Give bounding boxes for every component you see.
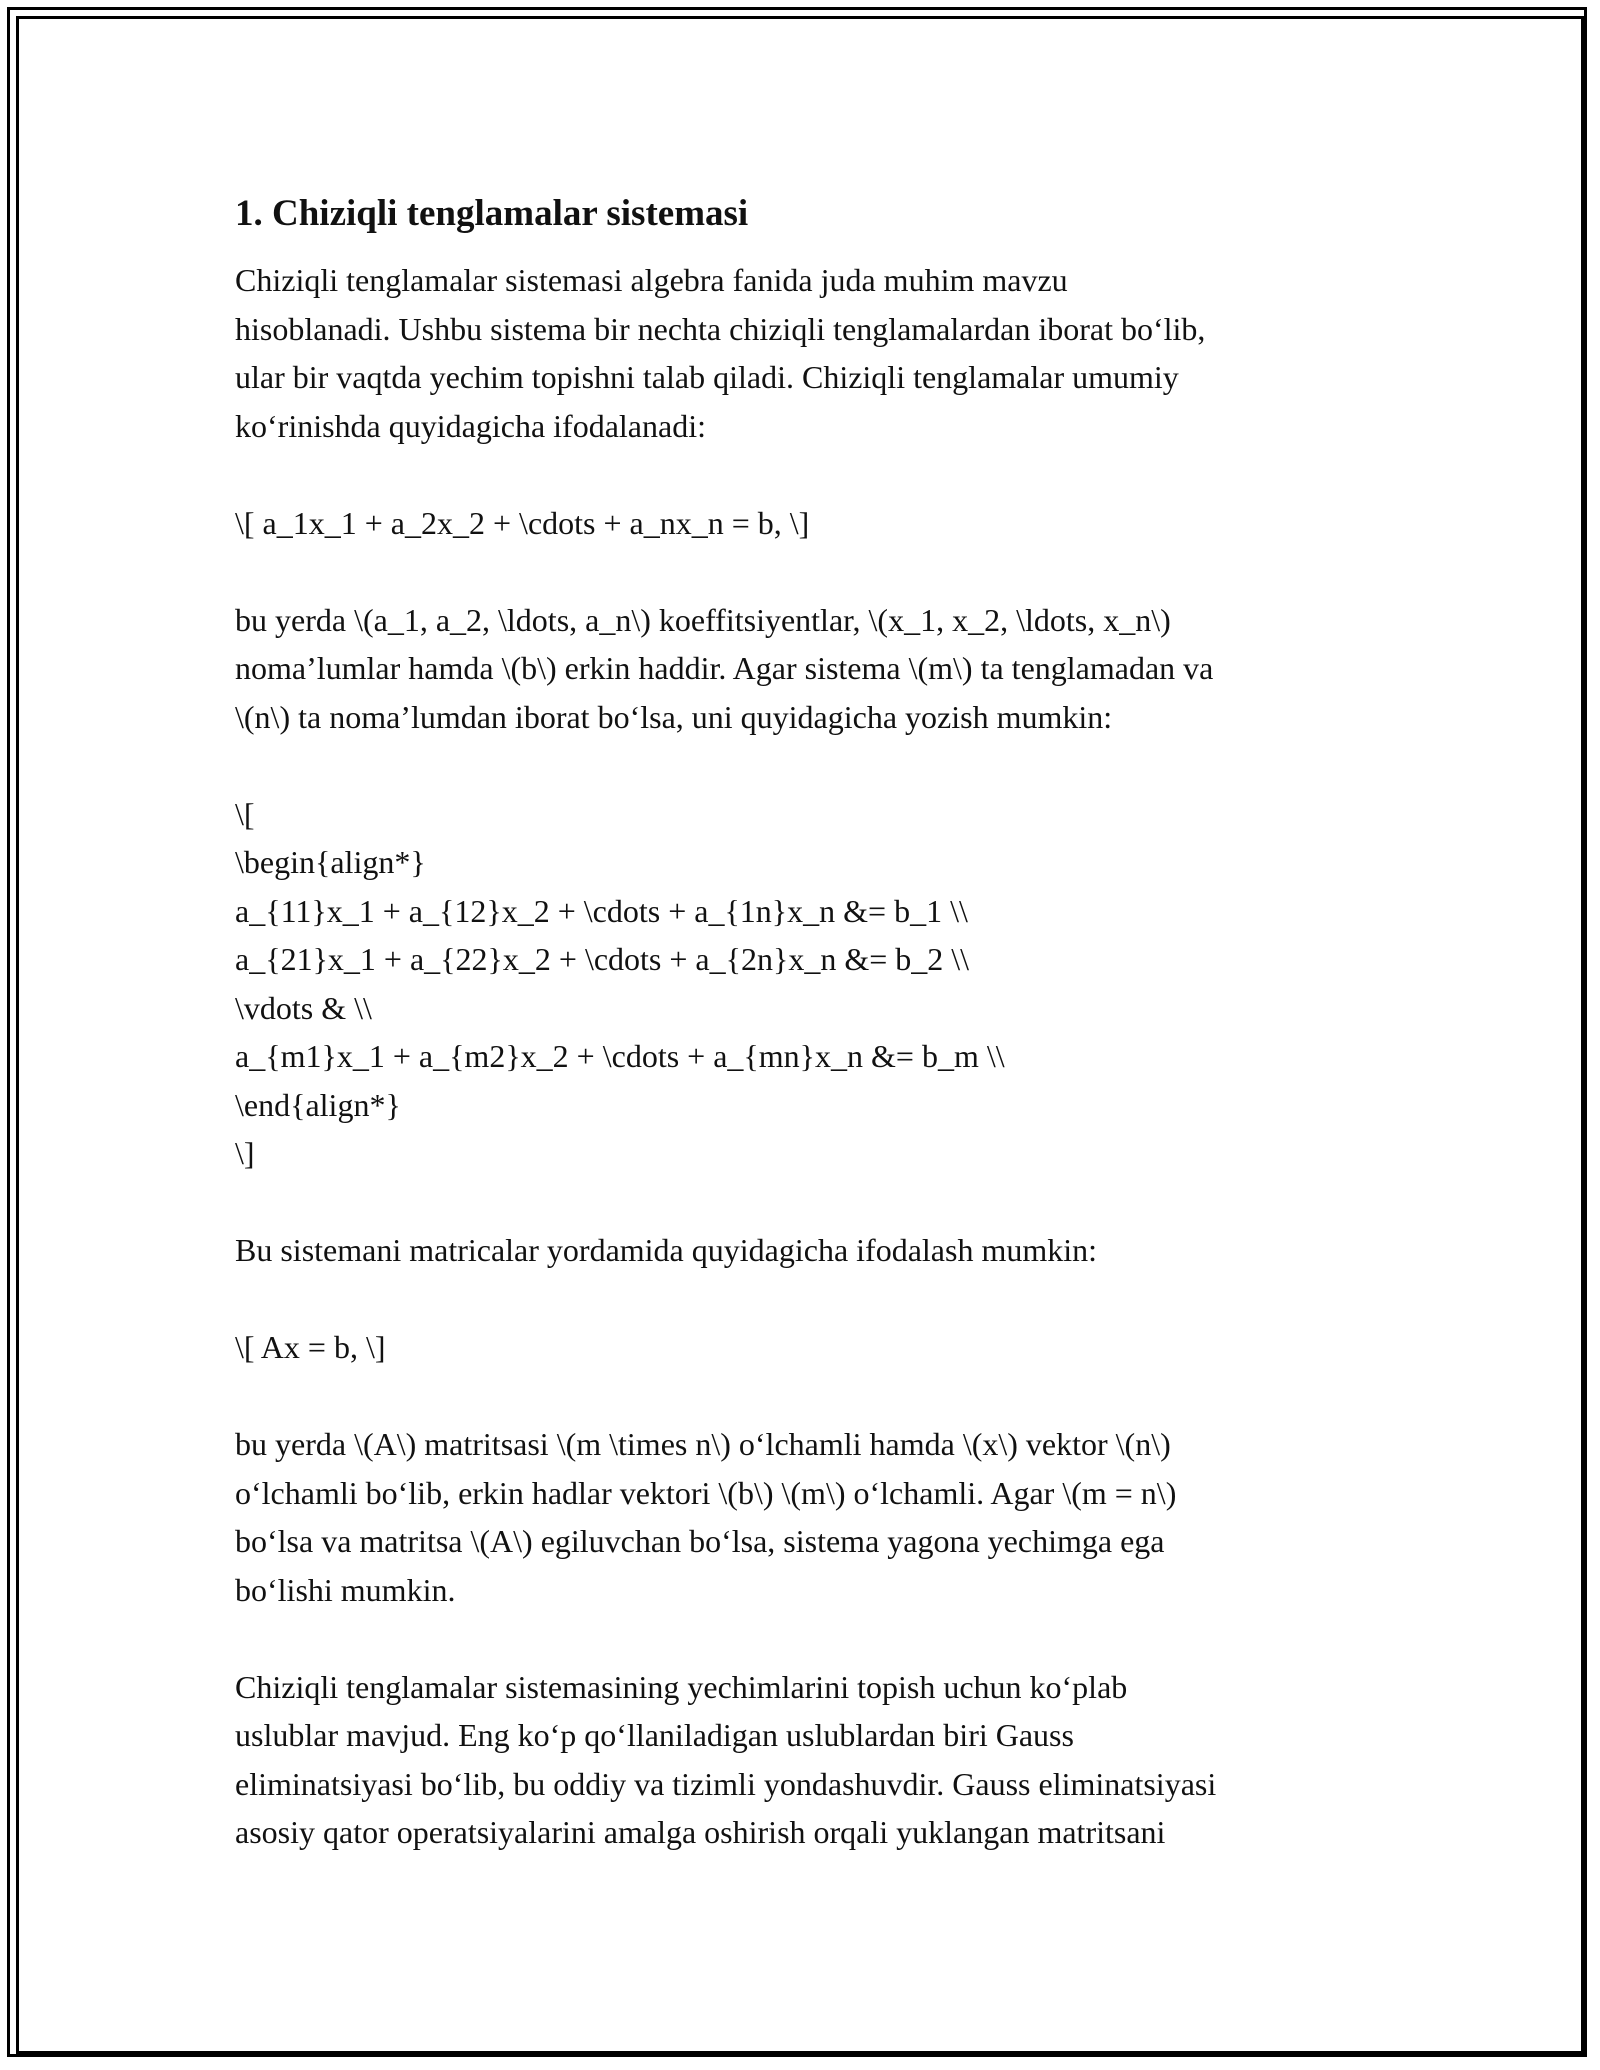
equation-system xyxy=(235,790,1375,1178)
equation-system-line: a_{21}x_1 + a_{22}x_2 + \cdots + a_{2n}x_n &= b_2 \\ xyxy=(235,941,970,977)
document-body xyxy=(235,188,1375,1905)
equation-system-line: \[ xyxy=(235,795,255,832)
equation-matrix: \[ Ax = b, \] xyxy=(235,1329,386,1365)
equation-system-line: \] xyxy=(235,1135,255,1171)
equation-system-line: a_{11}x_1 + a_{12}x_2 + \cdots + a_{1n}x_n &= b_1 \\ xyxy=(235,892,968,929)
equation-system-line: \vdots & \\ xyxy=(235,989,372,1026)
equation-linear: \[ a_1x_1 + a_2x_2 + \cdots + a_nx_n = b, \] xyxy=(235,504,810,541)
paragraph-matrix-details: bu yerda \(A\) matritsasi \(m \times n\) o‘lchamli hamda \(x\) vektor \(n\) o‘lchamli bo‘lib, erkin hadlar vektori \(b\) \(m\) o‘lchamli. Agar \(m = n\) bo‘lsa va matritsa \(A\) egiluvchan bo‘lsa, sistema yagona yechimga ega bo‘lishi mumkin. xyxy=(235,1426,1177,1608)
equation-system-line: a_{m1}x_1 + a_{m2}x_2 + \cdots + a_{mn}x_n &= b_m \\ xyxy=(235,1038,1005,1074)
paragraph-methods: Chiziqli tenglamalar sistemasining yechimlarini topish uchun ko‘plab uslublar mavjud. Eng ko‘p qo‘llaniladigan uslublardan biri Gauss eliminatsiyasi bo‘lib, bu oddiy va tizimli yondashuvdir. Gauss eliminatsiyasi asosiy qator operatsiyalarini amalga oshirish orqali yuklangan matritsani xyxy=(235,1668,1217,1850)
section-heading: 1. Chiziqli tenglamalar sistemasi xyxy=(235,193,749,234)
paragraph-intro: Chiziqli tenglamalar sistemasi algebra fanida juda muhim mavzu hisoblanadi. Ushbu sistema bir nechta chiziqli tenglamalardan iborat bo‘lib, ular bir vaqtda yechim topishni talab qiladi. Chiziqli tenglamalar umumiy ko‘rinishda quyidagicha ifodalanadi: xyxy=(235,262,1206,444)
paragraph-matrix-form: Bu sistemani matricalar yordamida quyidagicha ifodalash mumkin: xyxy=(235,1232,1097,1268)
equation-system-line: \end{align*} xyxy=(235,1086,401,1123)
equation-system-line: \begin{align*} xyxy=(235,844,426,880)
paragraph-definitions: bu yerda \(a_1, a_2, \ldots, a_n\) koeffitsiyentlar, \(x_1, x_2, \ldots, x_n\) noma’lumlar hamda \(b\) erkin haddir. Agar sistema \(m\) ta tenglamadan va \(n\) ta noma’lumdan iborat bo‘lsa, uni quyidagicha yozish mumkin: xyxy=(235,601,1214,735)
